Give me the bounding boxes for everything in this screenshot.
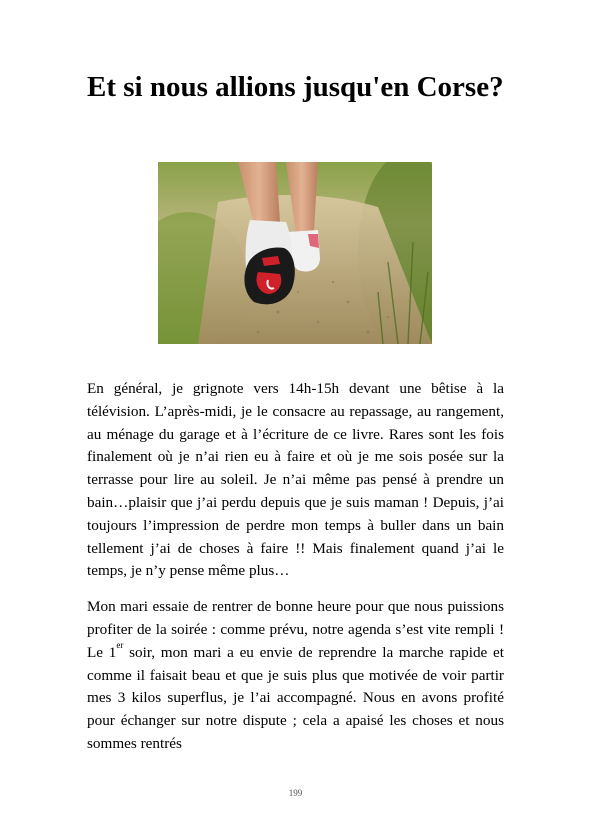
paragraph-text: soir, mon mari a eu envie de reprendre la marche rapide et comme il faisait beau et que je suis plus que motivée de voir partir mes 3 kilos superflus, je l’ai accompagné. Nous en avons profité pour échanger sur notre dispute ; cela a apaisé les choses et nous sommes rentrés bbox=[87, 643, 504, 752]
paragraph bbox=[87, 596, 504, 756]
paragraph: En général, je grignote vers 14h-15h devant une bêtise à la télévision. L’après-midi, je le consacre au repassage, au rangement, au ménage du garage et à l’écriture de ce livre. Rares sont les fois finalement où je n’ai rien eu à faire et où je me sois posée sur la terrasse pour lire au soleil. Je n’ai même pas pensé à prendre un bain…plaisir que j’ai perdu depuis que je suis maman ! Depuis, j’ai toujours l’impression de perdre mon temps à buller dans un bain tellement j’ai de choses à faire !! Mais finalement quand j’ai le temps, je n’y pense même plus… bbox=[87, 380, 504, 580]
superscript: er bbox=[116, 639, 124, 650]
walking-photo bbox=[158, 162, 432, 344]
page-number: 199 bbox=[288, 788, 303, 798]
paragraph-text: Mon mari essaie de rentrer de bonne heure pour que nous puissions profiter de la soirée : comme prévu, notre agenda s’est vite rempli ! Le 1 bbox=[87, 598, 504, 661]
page-title: Et si nous allions jusqu'en Corse? bbox=[87, 71, 504, 103]
body-text bbox=[87, 378, 504, 756]
